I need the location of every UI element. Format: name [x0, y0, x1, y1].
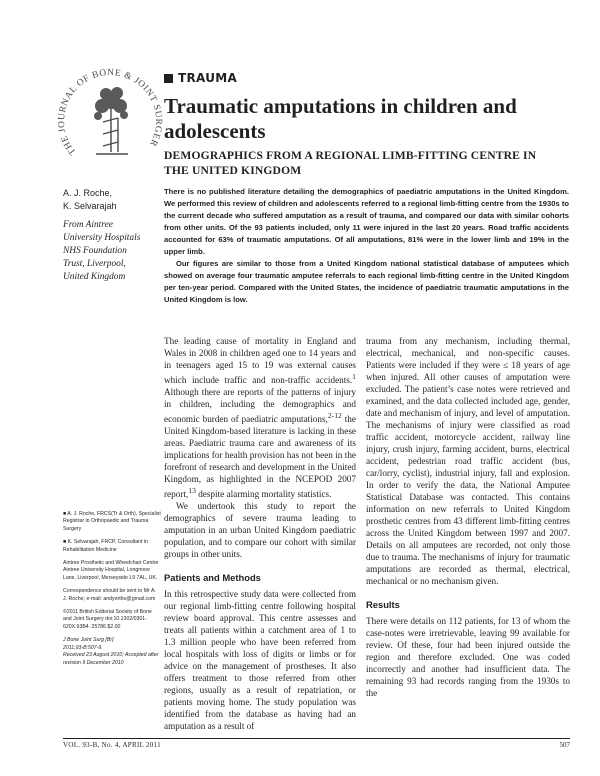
section-label: TRAUMA: [178, 71, 238, 85]
author-list: [63, 187, 163, 213]
affiliation-line: University Hospitals: [63, 233, 141, 243]
methods-paragraph: In this retrospective study data were collected from our regional limb-fitting centre following hospital review board approval. This centre assesses and treats all patients within a catchment area of 1 to 1.3 million people who have been referred from local hospitals with loss of digits or limbs or for advice on the management of prostheses. It also offers treatment to those referred from other regions, usually as a result of repatriation, or patients moving home. The study population was identified from the database as having had an amputation as a result of: [164, 589, 356, 732]
intro-text: despite alarming mortality statistics.: [195, 489, 332, 500]
intro-text: The leading cause of mortality in England and Wales in 2008 in children aged one to 14 years and in teenagers aged 15 to 19 was external causes which include traffic and non-traffic accidents.: [164, 336, 356, 386]
abstract-paragraph: Our figures are similar to those from a United Kingdom national statistical database of amputees which showed on average four traumatic amputee referrals to each regional limb-fitting centre in the United Kingdom per ten-year period. Compared with the United States, the incidence of paediatric traumatic amputations in the United Kingdom is low.: [164, 259, 569, 304]
author-name: K. Selvarajah: [63, 201, 117, 211]
author-sidenotes: [63, 511, 161, 673]
intro-paragraph: [164, 335, 356, 500]
section-tag: [164, 71, 237, 85]
reference-marker[interactable]: 2-12: [327, 411, 342, 421]
section-heading-results: Results: [366, 599, 400, 610]
journal-seal-icon: [56, 60, 166, 170]
body-column-left: [164, 335, 356, 732]
intro-text: the United Kingdom-based literature is lacking in these areas. Paediatric trauma care and awareness of its implications for health provision has not been in the forefront of research and development in the United Kingdom, as highlighted in the NCEPOD 2007 report,: [164, 414, 356, 500]
section-square-icon: [164, 74, 173, 83]
author-name: A. J. Roche,: [63, 188, 113, 198]
section-heading-methods: Patients and Methods: [164, 572, 261, 584]
affiliation-line: Trust, Liverpool,: [63, 259, 126, 269]
citation-volume: 2011;93-B:507-9.: [63, 644, 103, 651]
sidenote-author-2: ■ K. Selvarajah, FRCP, Consultant in Rehabilitation Medicine: [63, 539, 148, 553]
results-paragraph: There were details on 112 patients, for 13 of whom the case-notes were irretrievable, leaving 99 available for review. Of these, four had been injured outside the region and therefore excluded. One was coded incorrectly and another had insufficient data. The remaining 93 had records ranging from the 1930s to the: [366, 616, 570, 698]
reference-marker[interactable]: 1: [352, 372, 356, 381]
footer-rule: [63, 738, 570, 739]
abstract-paragraph: There is no published literature detailing the demographics of paediatric amputations in the United Kingdom. We performed this review of children and adolescents referred to a regional limb-fitting centre from the 1930s to the current decade who suffered amputation as a result of trauma, and compared our data with similar cohorts from other units. Of the 93 patients included, only 11 were injured in the last 20 years. Road traffic accidents accounted for 63% of traumatic amputations. Of all amputations, 81% were in the lower limb and 19% in the upper limb.: [164, 187, 569, 256]
sidenote-author-1: ■ A. J. Roche, FRCS(Tr & Orth), Specialist Registrar in Orthopaedic and Trauma Surgery: [63, 511, 161, 532]
footer-volume-info: VOL. 93-B, No. 4, APRIL 2011: [63, 741, 161, 749]
journal-logo: [56, 60, 166, 170]
page-number: 507: [559, 741, 570, 749]
intro-text: Although there are reports of the patterns of injury in children, including the demographics and economic burden of paediatric amputations,: [164, 387, 356, 425]
sidenote-correspondence: Correspondence should be sent to Mr A. J. Roche; e-mail: andyortho@gmail.com: [63, 588, 156, 602]
author-affiliation: [63, 219, 163, 284]
logo-arc-text: THE JOURNAL OF BONE & JOINT SURGER: [56, 68, 164, 157]
citation-dates: Received 23 August 2010; Accepted after revision 9 December 2010: [63, 652, 159, 666]
methods-paragraph-continued: trauma from any mechanism, including thermal, electrical, mechanical, and non-specific causes. Patients were included if they were ≤ 18 years of age when injured. All other causes of amputation were excluded. The patient’s case notes were retrieved and examined, and the data collected included age, gender, date and mechanism of injury, and level of amputation. The mechanisms of injury were classified as road traffic accident, motorcycle accident, railway line injury, crush injury, farming accident, burns, electrical accident, pedestrian road traffic accident (bus, car/lorry, cyclist), industrial injury, fall and explosion. In order to verify the data, the National Amputee Statistical Database was contacted. This contains information on new referrals to United Kingdom prosthetic centres from 43 different limb-fitting centres across the United Kingdom between 1997 and 2007. Details on all amputees are recorded, not only those due to trauma. The mechanisms of injury for traumatic amputations are recorded as thermal, electrical, mechanical or no mechanism given.: [366, 336, 570, 586]
sidenote-copyright: ©2011 British Editorial Society of Bone and Joint Surgery doi:10.1302/0301-620X.93B4. 25786 $2.00: [63, 609, 152, 630]
affiliation-line: United Kingdom: [63, 272, 126, 282]
article-subtitle: DEMOGRAPHICS FROM A REGIONAL LIMB-FITTING CENTRE IN THE UNITED KINGDOM: [164, 149, 537, 177]
body-column-right: [366, 335, 570, 699]
affiliation-line: From Aintree: [63, 220, 113, 230]
aim-paragraph: We undertook this study to report the demographics of severe trauma leading to amputation in an urban United Kingdom paediatric population, and to compare our cohort with similar groups in other units.: [164, 501, 356, 560]
reference-marker[interactable]: 13: [188, 486, 196, 496]
citation-journal: J Bone Joint Surg [Br]: [63, 637, 114, 644]
sidenote-citation: [63, 637, 161, 667]
article-title: Traumatic amputations in children and adolescents: [164, 94, 517, 143]
affiliation-line: NHS Foundation: [63, 246, 127, 256]
sidenote-address: Aintree Prosthetic and Wheelchair Centre Aintree University Hospital, Longmoor Lane, Liverpool, Merseyside L9 7AL, UK.: [63, 560, 159, 581]
abstract: [164, 186, 569, 306]
